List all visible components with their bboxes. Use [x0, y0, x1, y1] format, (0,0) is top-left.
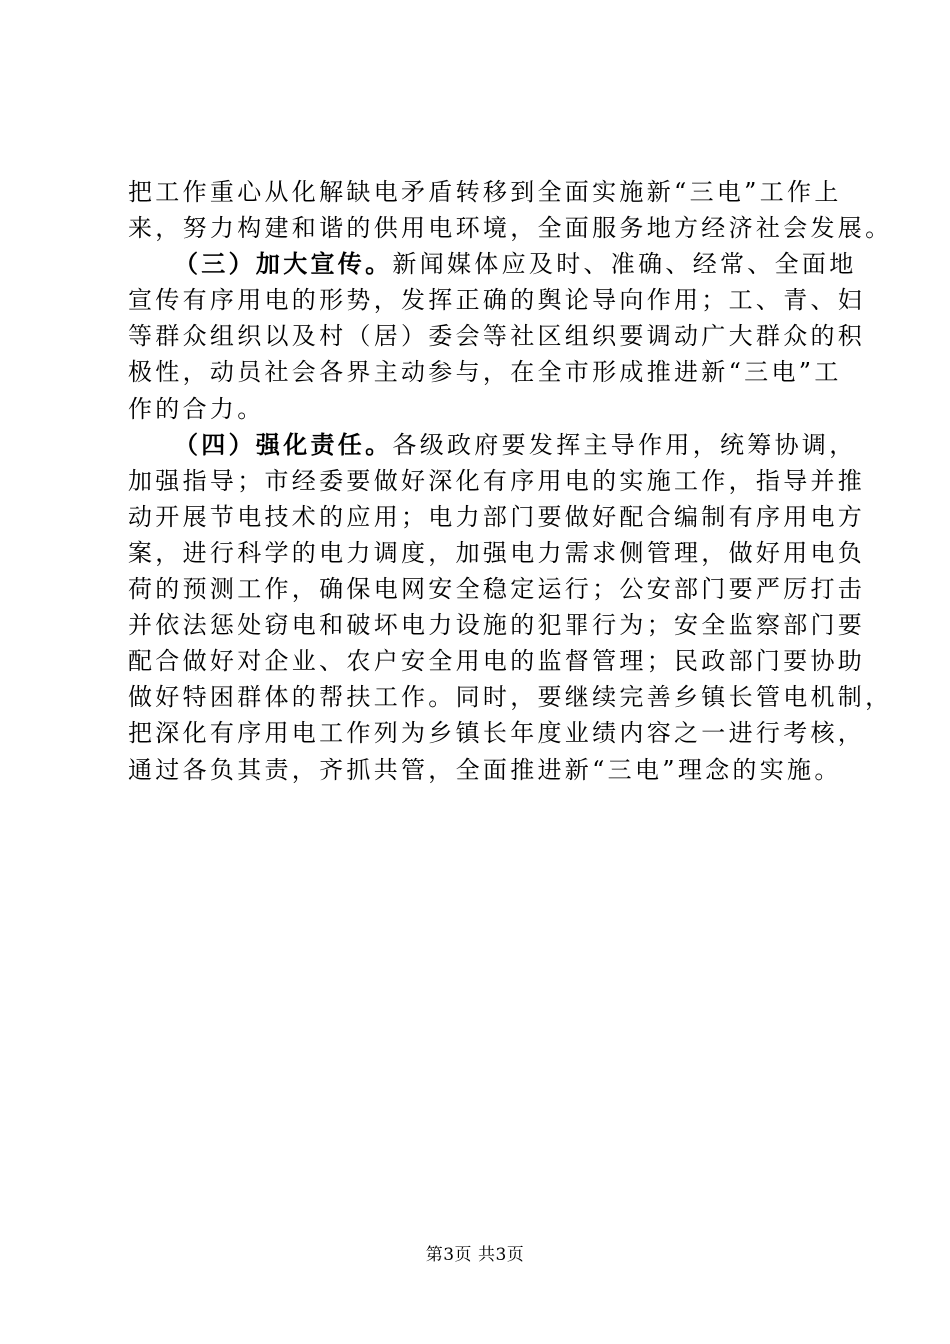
- text-line: 通过各负其责，齐抓共管，全面推进新“三电”理念的实施。: [128, 755, 842, 784]
- text-line: 来，努力构建和谐的供用电环境，全面服务地方经济社会发展。: [128, 214, 893, 243]
- text-line: 各级政府要发挥主导作用，统筹协调，: [392, 430, 857, 459]
- body-text: [128, 174, 893, 788]
- text-line: 案，进行科学的电力调度，加强电力需求侧管理，做好用电负: [128, 538, 866, 567]
- text-line: 荷的预测工作，确保电网安全稳定运行；公安部门要严厉打击: [128, 575, 866, 604]
- text-line: 把深化有序用电工作列为乡镇长年度业绩内容之一进行考核，: [128, 719, 866, 748]
- text-line: 作的合力。: [128, 394, 265, 423]
- text-line: 做好特困群体的帮扶工作。同时，要继续完善乡镇长管电机制，: [128, 683, 893, 712]
- section-three-paragraph-start: [128, 246, 857, 282]
- section-four-paragraph-start: [128, 427, 857, 463]
- text-line: 宣传有序用电的形势，发挥正确的舆论导向作用；工、青、妇: [128, 286, 866, 315]
- text-line: 动开展节电技术的应用；电力部门要做好配合编制有序用电方: [128, 502, 866, 531]
- text-line: 加强指导；市经委要做好深化有序用电的实施工作，指导并推: [128, 466, 866, 495]
- text-line: 新闻媒体应及时、准确、经常、全面地: [392, 250, 857, 279]
- text-line: 并依法惩处窃电和破坏电力设施的犯罪行为；安全监察部门要: [128, 611, 866, 640]
- text-line: 等群众组织以及村（居）委会等社区组织要调动广大群众的积: [128, 322, 866, 351]
- section-four-heading: （四）强化责任。: [174, 429, 393, 459]
- section-three-heading: （三）加大宣传。: [174, 249, 393, 279]
- text-line: 极性，动员社会各界主动参与，在全市形成推进新“三电”工: [128, 358, 842, 387]
- text-line: 把工作重心从化解缺电矛盾转移到全面实施新“三电”工作上: [128, 178, 842, 206]
- page-number-footer: 第3页 共3页: [425, 1245, 525, 1265]
- text-line: 配合做好对企业、农户安全用电的监督管理；民政部门要协助: [128, 647, 866, 676]
